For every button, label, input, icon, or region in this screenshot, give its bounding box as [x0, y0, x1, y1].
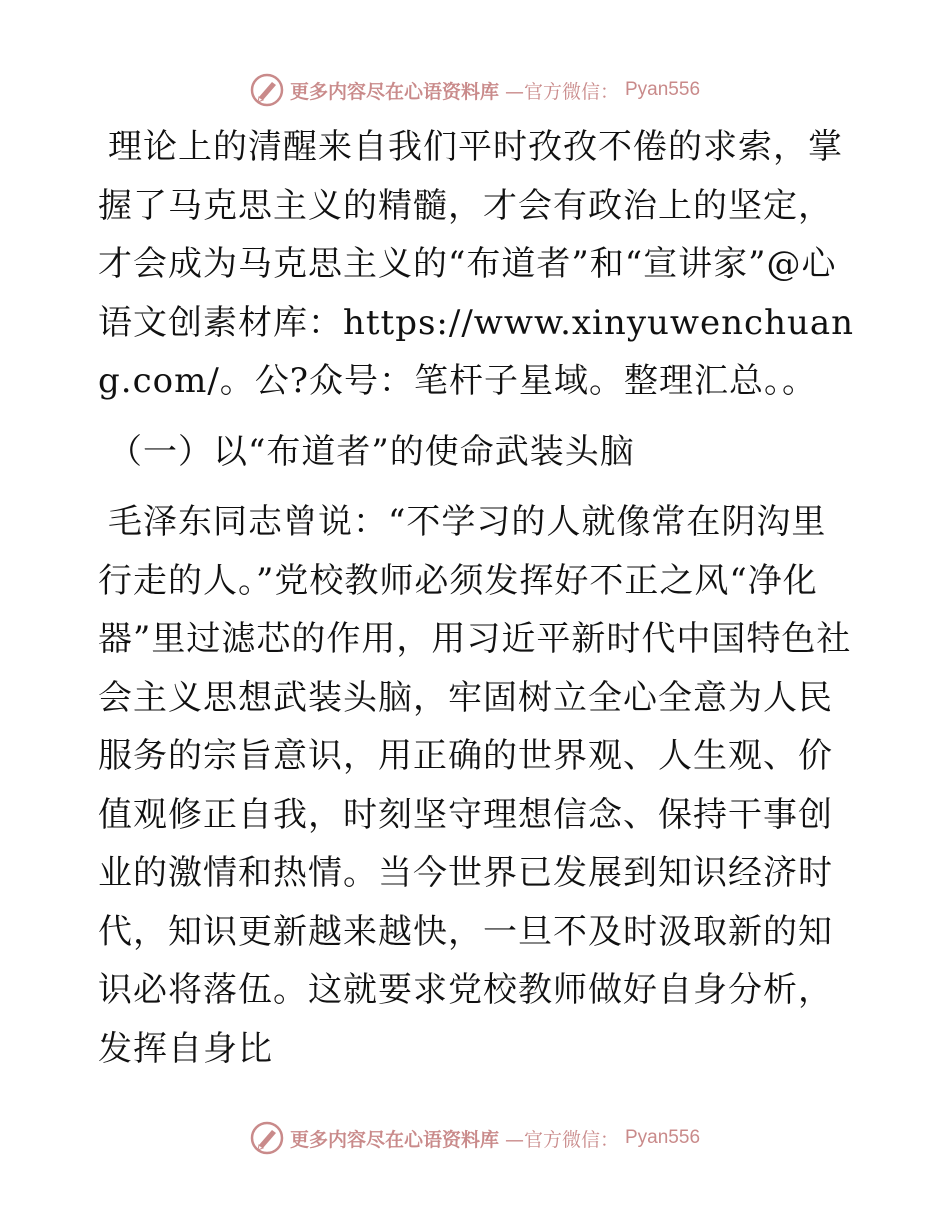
- footer-watermark-text1: 更多内容尽在心语资料库: [289, 1128, 499, 1151]
- footer-watermark: [0, 1118, 950, 1158]
- pen-logo-icon: [250, 1121, 284, 1155]
- header-watermark-inner: [250, 73, 700, 107]
- footer-watermark-text2: —官方微信：: [504, 1128, 619, 1151]
- paragraph-2: 毛泽东同志曾说：“不学习的人就像常在阴沟里行走的人。”党校教师必须发挥好不正之风“净化器”里过滤芯的作用，用习近平新时代中国特色社会主义思想武装头脑，牢固树立全心全意为人民服务的宗旨意识，用正确的世界观、人生观、价值观修正自我，时刻坚守理想信念、保持干事创业的激情和热情。当今世界已发展到知识经济时代，知识更新越来越快，一旦不及时汲取新的知识必将落伍。这就要求党校教师做好自身分析，发挥自身比: [98, 502, 852, 1069]
- header-watermark-text2: —官方微信：: [504, 80, 619, 103]
- footer-watermark-inner: [250, 1121, 700, 1155]
- header-watermark-text1: 更多内容尽在心语资料库: [289, 80, 499, 103]
- header-watermark-text3: Pyan556: [625, 79, 701, 100]
- section-heading: （一）以“布道者”的使命武装头脑: [108, 431, 635, 472]
- pen-logo-icon: [250, 73, 284, 107]
- footer-watermark-text3: Pyan556: [625, 1127, 701, 1148]
- document-body: [98, 118, 858, 1078]
- paragraph-1: 理论上的清醒来自我们平时孜孜不倦的求索，掌握了马克思主义的精髓，才会有政治上的坚定，才会成为马克思主义的“布道者”和“宣讲家”@心语文创素材库：https://www.xinyuwenchuang.com/。公?众号：笔杆子星域。整理汇总。。: [98, 127, 855, 401]
- header-watermark: [0, 70, 950, 110]
